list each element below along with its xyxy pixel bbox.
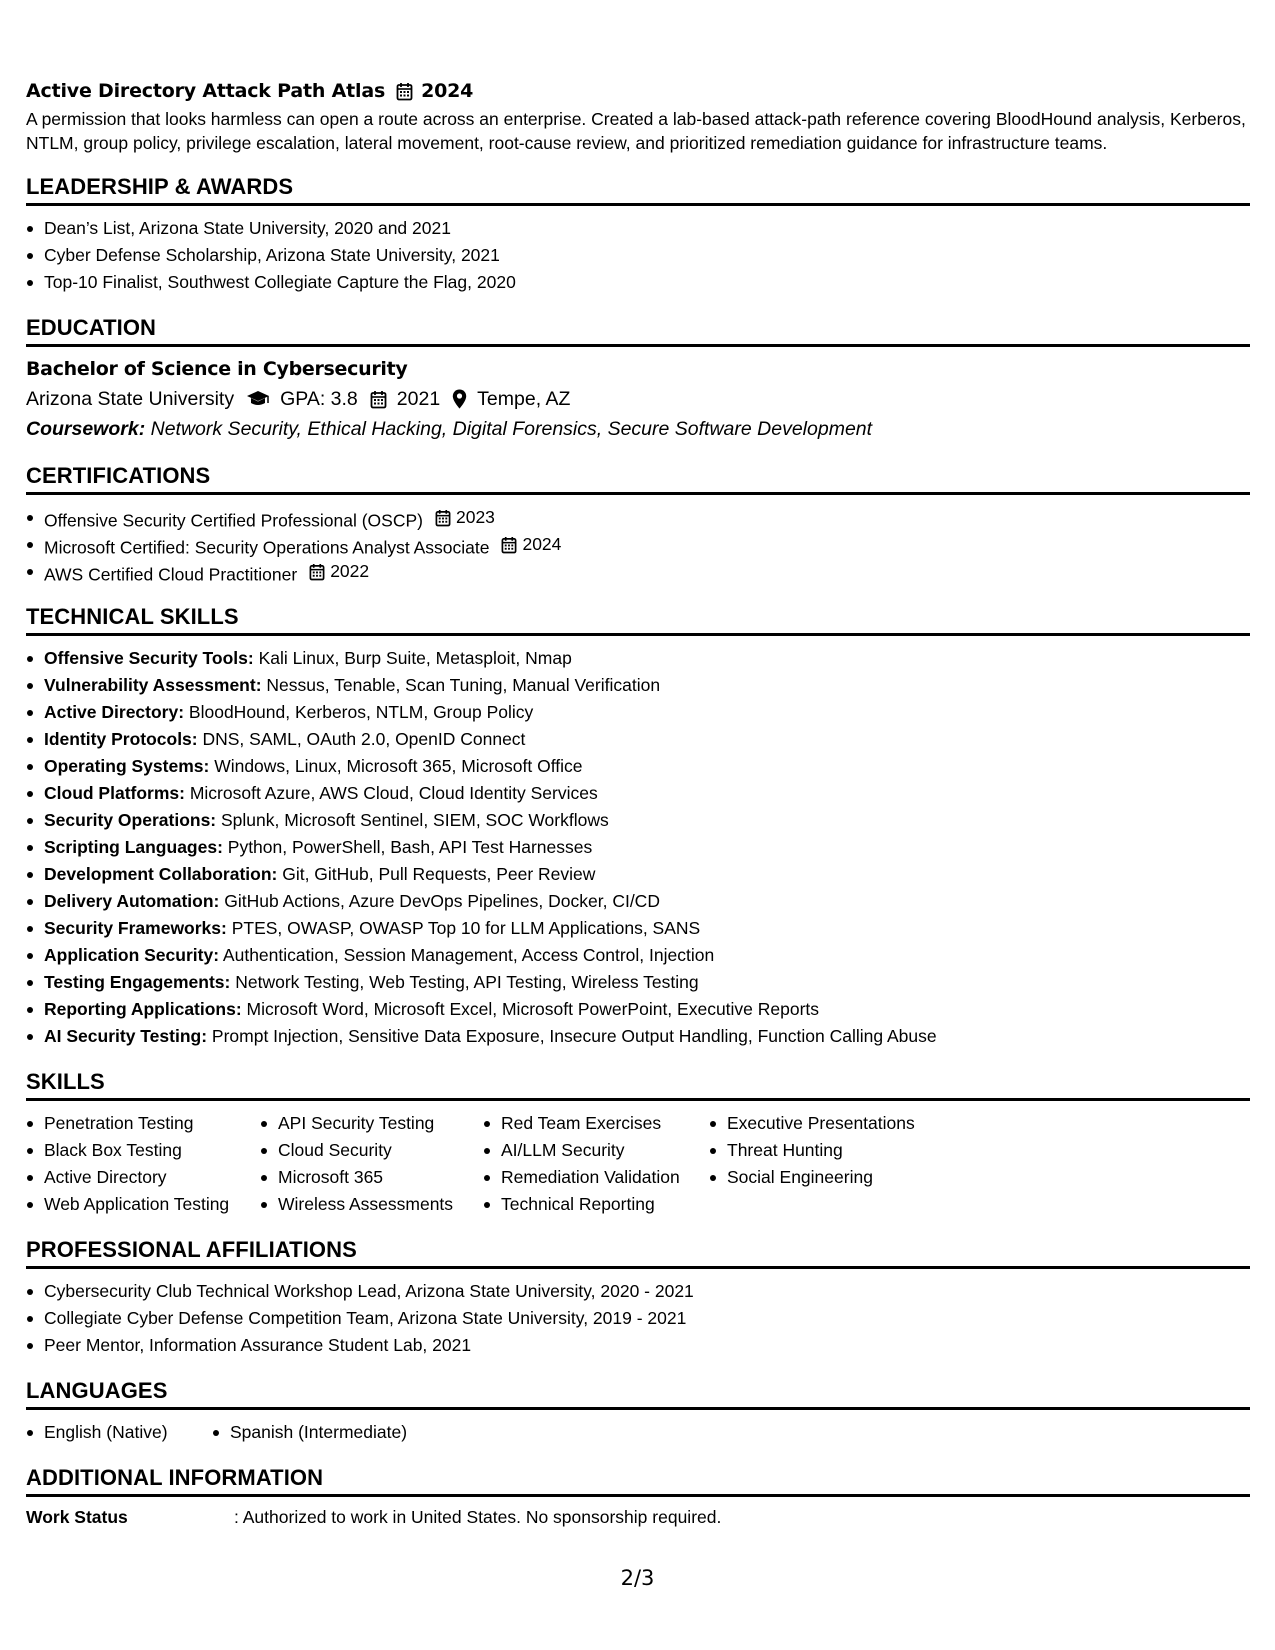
list-item: Social Engineering — [709, 1164, 969, 1191]
languages-list — [26, 1419, 1250, 1446]
list-item — [26, 888, 1250, 915]
skills-column — [483, 1110, 709, 1218]
skill-category: Development Collaboration: — [44, 864, 278, 884]
list-item: AI/LLM Security — [483, 1137, 709, 1164]
list-item: Penetration Testing — [26, 1110, 260, 1137]
certification-date: 2023 — [455, 507, 495, 527]
certification-name: AWS Certified Cloud Practitioner — [44, 564, 298, 585]
section-title: ADDITIONAL INFORMATION — [26, 1464, 1250, 1497]
skill-category: Active Directory: — [44, 702, 185, 722]
certification-date: 2024 — [522, 534, 562, 554]
skill-category: Offensive Security Tools: — [44, 648, 254, 668]
coursework — [26, 414, 1250, 444]
skill-category: Vulnerability Assessment: — [44, 675, 262, 695]
calendar-icon — [501, 536, 517, 554]
skill-values: Authentication, Session Management, Access Control, Injection — [219, 945, 715, 965]
project-title-row — [26, 78, 1250, 104]
skill-values: Microsoft Word, Microsoft Excel, Microsoft PowerPoint, Executive Reports — [241, 999, 820, 1019]
list-item: Cyber Defense Scholarship, Arizona State University, 2021 — [26, 242, 1250, 269]
list-item — [26, 726, 1250, 753]
skill-category: Delivery Automation: — [44, 891, 220, 911]
education-section — [26, 314, 1250, 444]
list-item — [26, 645, 1250, 672]
page-number: 2/3 — [620, 1566, 655, 1590]
list-item: Cybersecurity Club Technical Workshop Lead, Arizona State University, 2020 - 2021 — [26, 1278, 1250, 1305]
list-item: Executive Presentations — [709, 1110, 969, 1137]
certification-date: 2022 — [330, 561, 370, 581]
list-item: Top-10 Finalist, Southwest Collegiate Capture the Flag, 2020 — [26, 269, 1250, 296]
list-item: Black Box Testing — [26, 1137, 260, 1164]
list-item — [26, 780, 1250, 807]
project-title: Active Directory Attack Path Atlas — [26, 80, 386, 102]
skill-values: Splunk, Microsoft Sentinel, SIEM, SOC Workflows — [216, 810, 609, 830]
skill-category: Security Frameworks: — [44, 918, 227, 938]
skill-category: Security Operations: — [44, 810, 217, 830]
certifications-section — [26, 462, 1250, 585]
list-item: Remediation Validation — [483, 1164, 709, 1191]
list-item: Collegiate Cyber Defense Competition Team, Arizona State University, 2019 - 2021 — [26, 1305, 1250, 1332]
list-item — [26, 531, 1250, 558]
list-item — [26, 942, 1250, 969]
graduation-year: 2021 — [396, 388, 441, 410]
gpa: GPA: 3.8 — [280, 388, 358, 410]
list-item: Cloud Security — [260, 1137, 483, 1164]
school-location: Tempe, AZ — [477, 388, 571, 410]
leadership-list — [26, 215, 1250, 296]
list-item — [26, 915, 1250, 942]
skill-category: Application Security: — [44, 945, 220, 965]
skill-values: Python, PowerShell, Bash, API Test Harnesses — [222, 837, 593, 857]
list-item: API Security Testing — [260, 1110, 483, 1137]
work-status-row — [26, 1504, 1250, 1531]
technical-skills-section — [26, 603, 1250, 1050]
leadership-section — [26, 173, 1250, 296]
skill-values: BloodHound, Kerberos, NTLM, Group Policy — [184, 702, 534, 722]
skill-category: AI Security Testing: — [44, 1026, 208, 1046]
list-item: Active Directory — [26, 1164, 260, 1191]
list-item: Technical Reporting — [483, 1191, 709, 1218]
list-item — [26, 504, 1250, 531]
project-description: A permission that looks harmless can open a route across an enterprise. Created a lab-based attack-path reference covering BloodHound analysis, Kerberos, NTLM, group policy, privilege escalation, lateral movement, root-cause review, and prioritized remediation guidance for infrastructure teams. — [26, 109, 1246, 153]
calendar-icon — [435, 509, 451, 527]
skill-values: Nessus, Tenable, Scan Tuning, Manual Verification — [261, 675, 661, 695]
map-pin-icon — [452, 389, 467, 409]
section-title: CERTIFICATIONS — [26, 462, 1250, 495]
skill-category: Identity Protocols: — [44, 729, 198, 749]
skill-category: Testing Engagements: — [44, 972, 231, 992]
skill-category: Reporting Applications: — [44, 999, 242, 1019]
school-name: Arizona State University — [26, 388, 235, 410]
technical-skills-list — [26, 645, 1250, 1050]
section-title: LEADERSHIP & AWARDS — [26, 173, 1250, 206]
section-title: TECHNICAL SKILLS — [26, 603, 1250, 636]
certification-name: Microsoft Certified: Security Operations Analyst Associate — [44, 537, 490, 558]
list-item — [26, 672, 1250, 699]
calendar-icon — [396, 82, 413, 101]
work-status-value: : Authorized to work in United States. No sponsorship required. — [234, 1507, 722, 1527]
project-date: 2024 — [421, 80, 474, 102]
coursework-label: Coursework: — [26, 418, 146, 440]
list-item — [26, 969, 1250, 996]
skill-category: Cloud Platforms: — [44, 783, 185, 803]
list-item: Web Application Testing — [26, 1191, 260, 1218]
skills-column — [260, 1110, 483, 1218]
list-item — [26, 699, 1250, 726]
list-item — [26, 861, 1250, 888]
list-item — [26, 996, 1250, 1023]
resume-page — [26, 78, 1250, 1531]
section-title: LANGUAGES — [26, 1377, 1250, 1410]
affiliations-section — [26, 1236, 1250, 1359]
graduation-cap-icon — [246, 390, 270, 408]
degree-title: Bachelor of Science in Cybersecurity — [26, 358, 408, 380]
list-item: Dean’s List, Arizona State University, 2020 and 2021 — [26, 215, 1250, 242]
section-title: SKILLS — [26, 1068, 1250, 1101]
list-item: Microsoft 365 — [260, 1164, 483, 1191]
calendar-icon — [370, 390, 387, 409]
certification-name: Offensive Security Certified Professional (OSCP) — [44, 510, 423, 531]
skill-values: Kali Linux, Burp Suite, Metasploit, Nmap — [253, 648, 572, 668]
list-item: Peer Mentor, Information Assurance Student Lab, 2021 — [26, 1332, 1250, 1359]
section-title: PROFESSIONAL AFFILIATIONS — [26, 1236, 1250, 1269]
skills-grid — [26, 1110, 1250, 1218]
list-item — [26, 834, 1250, 861]
work-status-label: Work Status — [26, 1507, 128, 1527]
languages-section — [26, 1377, 1250, 1446]
section-title: EDUCATION — [26, 314, 1250, 347]
skill-values: GitHub Actions, Azure DevOps Pipelines, Docker, CI/CD — [219, 891, 660, 911]
skills-column — [26, 1110, 260, 1218]
project-entry — [26, 78, 1250, 155]
skill-category: Scripting Languages: — [44, 837, 223, 857]
education-meta — [26, 384, 1250, 414]
skill-values: Git, GitHub, Pull Requests, Peer Review — [277, 864, 596, 884]
affiliations-list — [26, 1278, 1250, 1359]
additional-info-section — [26, 1464, 1250, 1531]
list-item — [26, 753, 1250, 780]
skill-values: Network Testing, Web Testing, API Testing, Wireless Testing — [230, 972, 699, 992]
list-item: Spanish (Intermediate) — [212, 1419, 407, 1446]
skills-column — [709, 1110, 969, 1218]
list-item: English (Native) — [26, 1419, 212, 1446]
skills-section — [26, 1068, 1250, 1218]
list-item: Red Team Exercises — [483, 1110, 709, 1137]
coursework-list: Network Security, Ethical Hacking, Digital Forensics, Secure Software Development — [150, 418, 873, 440]
skill-category: Operating Systems: — [44, 756, 210, 776]
skill-values: DNS, SAML, OAuth 2.0, OpenID Connect — [197, 729, 526, 749]
skill-values: Prompt Injection, Sensitive Data Exposure, Insecure Output Handling, Function Calling Abuse — [207, 1026, 937, 1046]
skill-values: PTES, OWASP, OWASP Top 10 for LLM Applications, SANS — [226, 918, 701, 938]
calendar-icon — [309, 563, 325, 581]
list-item — [26, 807, 1250, 834]
list-item — [26, 558, 1250, 585]
certifications-list — [26, 504, 1250, 585]
list-item — [26, 1023, 1250, 1050]
list-item: Wireless Assessments — [260, 1191, 483, 1218]
list-item: Threat Hunting — [709, 1137, 969, 1164]
skill-values: Windows, Linux, Microsoft 365, Microsoft Office — [209, 756, 583, 776]
skill-values: Microsoft Azure, AWS Cloud, Cloud Identity Services — [184, 783, 598, 803]
